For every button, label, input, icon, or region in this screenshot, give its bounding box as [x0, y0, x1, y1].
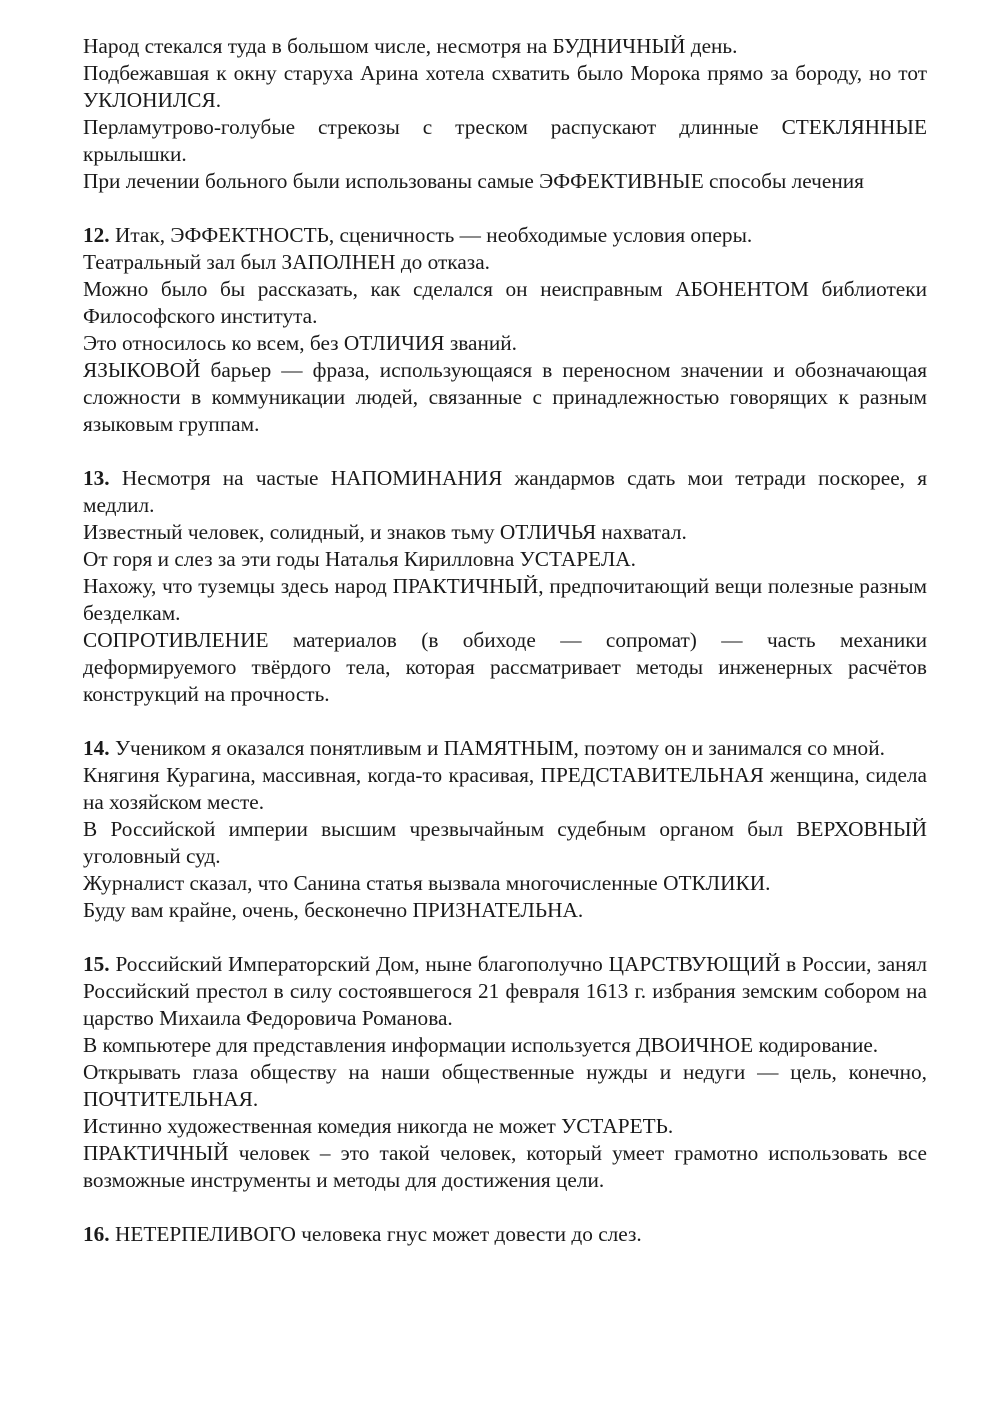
task-block-continuation: [83, 33, 927, 195]
sentence: Это относилось ко всем, без ОТЛИЧИЯ званий.: [83, 331, 517, 355]
sentence: 14. Учеником я оказался понятливым и ПАМЯТНЫМ, поэтому он и занимался со мной.: [83, 736, 885, 760]
task-number: 14.: [83, 736, 110, 760]
task-block-14: [83, 735, 927, 924]
task-number: 12.: [83, 223, 110, 247]
sentence: 16. НЕТЕРПЕЛИВОГО человека гнус может довести до слез.: [83, 1222, 642, 1246]
sentence: Истинно художественная комедия никогда не может УСТАРЕТЬ.: [83, 1114, 674, 1138]
task-number: 16.: [83, 1222, 110, 1246]
sentence: Подбежавшая к окну старуха Арина хотела схватить было Морока прямо за бороду, но тот УКЛОНИЛСЯ.: [83, 61, 927, 112]
task-block-16: [83, 1221, 927, 1248]
task-block-13: [83, 465, 927, 708]
sentence: Известный человек, солидный, и знаков тьму ОТЛИЧЬЯ нахватал.: [83, 520, 687, 544]
sentence: ПРАКТИЧНЫЙ человек – это такой человек, который умеет грамотно использовать все возможные инструменты и методы для достижения цели.: [83, 1141, 927, 1192]
sentence: Театральный зал был ЗАПОЛНЕН до отказа.: [83, 250, 490, 274]
task-number: 15.: [83, 952, 110, 976]
sentence: При лечении больного были использованы самые ЭФФЕКТИВНЫЕ способы лечения: [83, 169, 864, 193]
sentence: В Российской империи высшим чрезвычайным судебным органом был ВЕРХОВНЫЙ уголовный суд.: [83, 817, 927, 868]
task-number: 13.: [83, 466, 110, 490]
sentence: Нахожу, что туземцы здесь народ ПРАКТИЧНЫЙ, предпочитающий вещи полезные разным безделкам.: [83, 574, 927, 625]
sentence: Журналист сказал, что Санина статья вызвала многочисленные ОТКЛИКИ.: [83, 871, 771, 895]
sentence: СОПРОТИВЛЕНИЕ материалов (в обиходе — сопромат) — часть механики деформируемого твёрдого тела, которая рассматривает методы инженерных расчётов конструкций на прочность.: [83, 628, 927, 706]
sentence: 13. Несмотря на частые НАПОМИНАНИЯ жандармов сдать мои тетради поскорее, я медлил.: [83, 466, 927, 517]
sentence: 12. Итак, ЭФФЕКТНОСТЬ, сценичность — необходимые условия оперы.: [83, 223, 753, 247]
sentence: Буду вам крайне, очень, бесконечно ПРИЗНАТЕЛЬНА.: [83, 898, 584, 922]
sentence: Княгиня Курагина, массивная, когда-то красивая, ПРЕДСТАВИТЕЛЬНАЯ женщина, сидела на хозяйском месте.: [83, 763, 927, 814]
sentence: 15. Российский Императорский Дом, ныне благополучно ЦАРСТВУЮЩИЙ в России, занял Российский престол в силу состоявшегося 21 февраля 1613 г. избрания земским собором на царство Михаила Федоровича Романова.: [83, 952, 927, 1030]
sentence: Открывать глаза обществу на наши общественные нужды и недуги — цель, конечно, ПОЧТИТЕЛЬНАЯ.: [83, 1060, 927, 1111]
sentence: Народ стекался туда в большом числе, несмотря на БУДНИЧНЫЙ день.: [83, 34, 738, 58]
sentence: В компьютере для представления информации используется ДВОИЧНОЕ кодирование.: [83, 1033, 879, 1057]
sentence: ЯЗЫКОВОЙ барьер — фраза, использующаяся в переносном значении и обозначающая сложности в коммуникации людей, связанные с принадлежностью говорящих к разным языковым группам.: [83, 358, 927, 436]
task-block-15: [83, 951, 927, 1194]
sentence: Можно было бы рассказать, как сделался он неисправным АБОНЕНТОМ библиотеки Философского института.: [83, 277, 927, 328]
task-block-12: [83, 222, 927, 438]
sentence: От горя и слез за эти годы Наталья Кирилловна УСТАРЕЛА.: [83, 547, 637, 571]
sentence: Перламутрово-голубые стрекозы с треском распускают длинные СТЕКЛЯННЫЕ крылышки.: [83, 115, 927, 166]
